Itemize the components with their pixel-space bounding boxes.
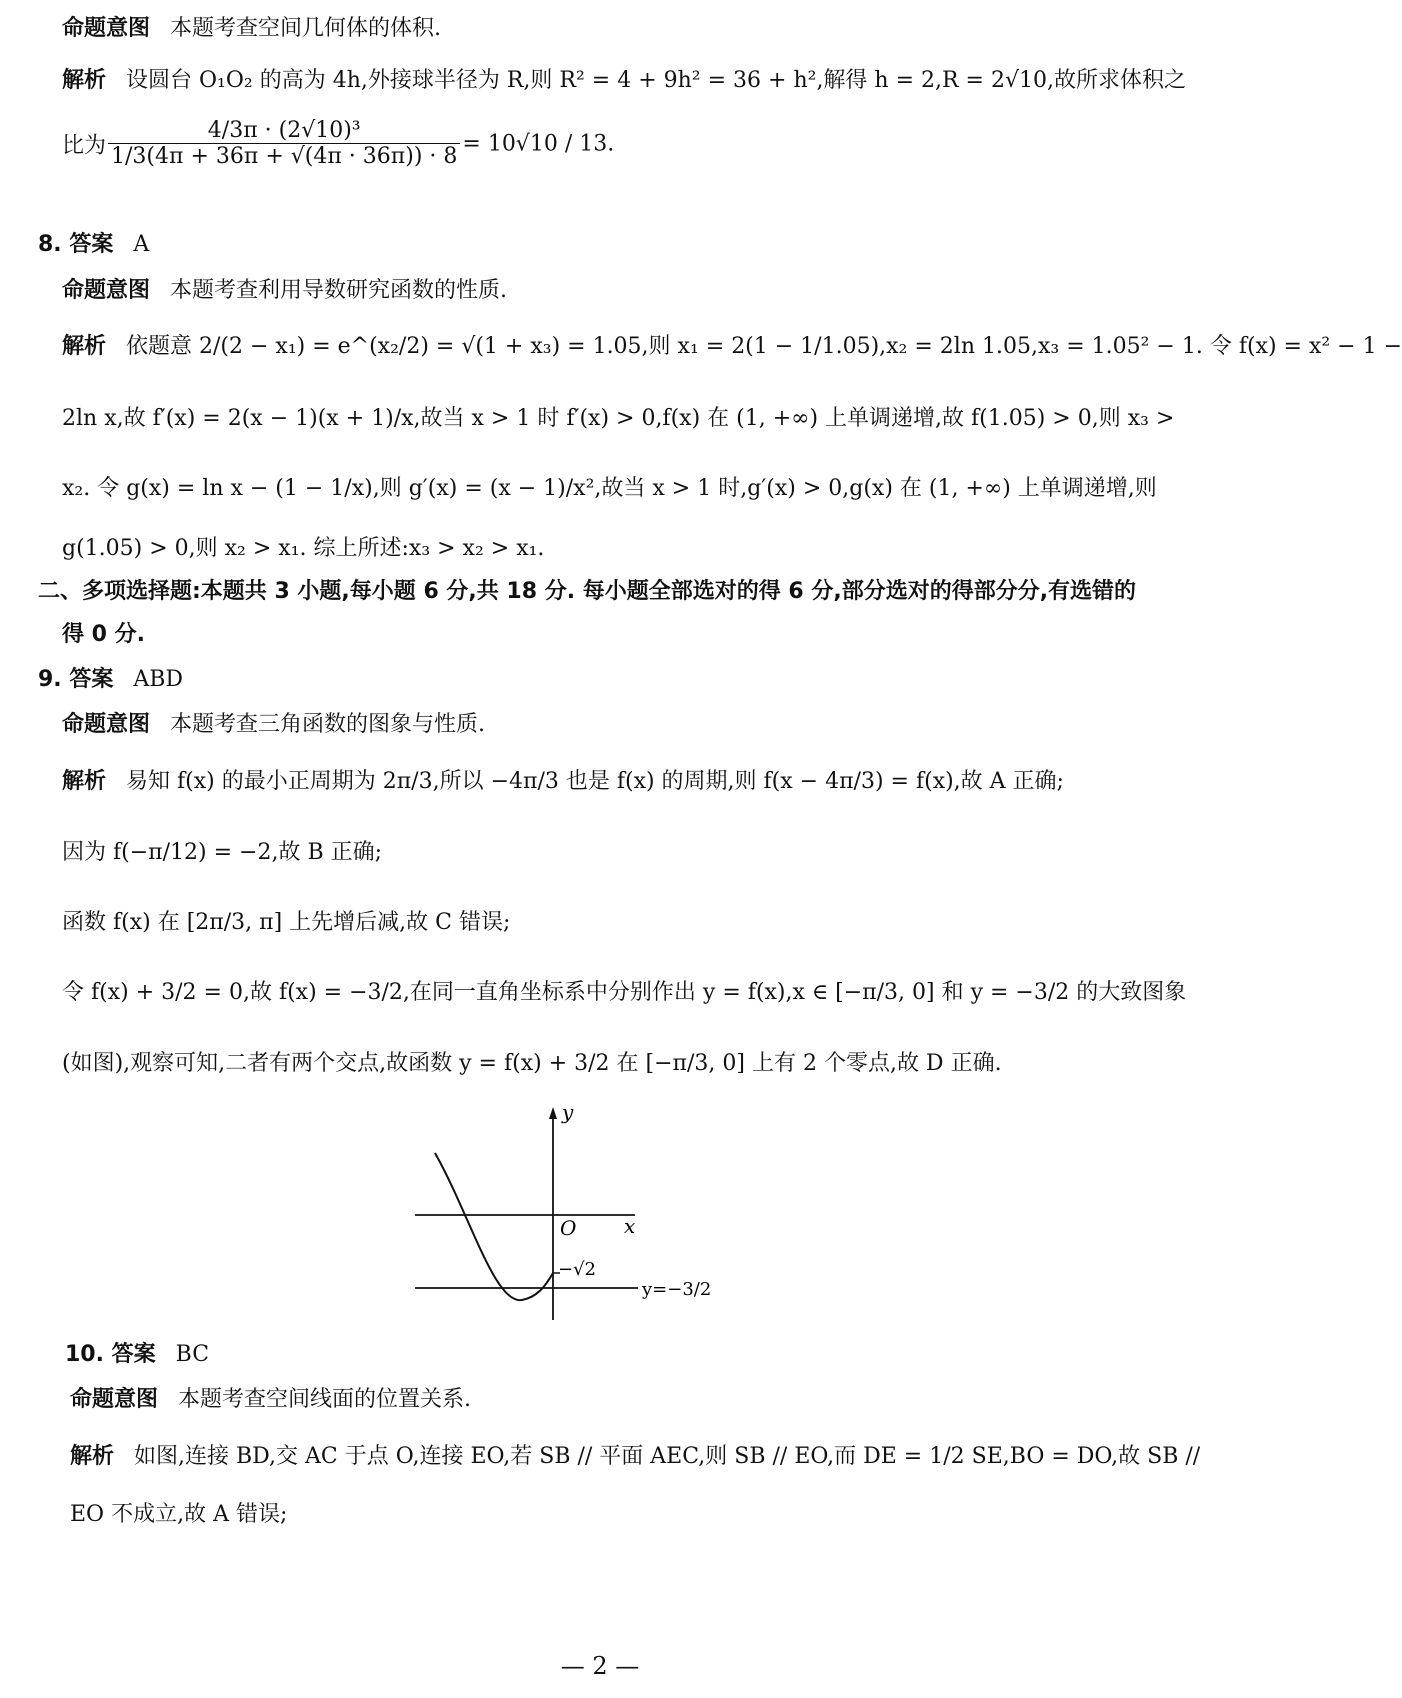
intent-text: 本题考查三角函数的图象与性质. bbox=[170, 712, 486, 737]
analysis-text: 设圆台 O₁O₂ 的高为 4h,外接球半径为 R,则 R² = 4 + 9h² = 36 + h²,解得 h = 2,R = 2√10,故所求体积之 bbox=[126, 68, 1186, 93]
q7-analysis-line1 bbox=[62, 66, 1186, 96]
intent-text: 本题考查利用导数研究函数的性质. bbox=[170, 278, 508, 303]
intent-label: 命题意图 bbox=[62, 278, 151, 303]
ratio-prefix: 比为 bbox=[62, 133, 107, 159]
analysis-label: 解析 bbox=[62, 769, 107, 794]
x-axis-label: x bbox=[624, 1214, 636, 1238]
q10-analysis-line1 bbox=[70, 1442, 1200, 1472]
intent-text: 本题考查空间线面的位置关系. bbox=[178, 1387, 472, 1412]
intercept-label: −√2 bbox=[558, 1259, 597, 1280]
q9-answer bbox=[38, 665, 183, 695]
part2-heading-line1: 二、多项选择题:本题共 3 小题,每小题 6 分,共 18 分. 每小题全部选对的得 6 分,部分选对的得部分分,有选错的 bbox=[38, 579, 1137, 604]
q10-intent bbox=[70, 1385, 471, 1415]
q9-analysis-line1 bbox=[62, 767, 1064, 797]
origin-label: O bbox=[560, 1216, 577, 1240]
q10-analysis-line2: EO 不成立,故 A 错误; bbox=[70, 1502, 288, 1527]
ratio-result: = 10√10 / 13. bbox=[462, 131, 615, 157]
y-axis-label: y bbox=[562, 1100, 574, 1124]
intent-label: 命题意图 bbox=[70, 1387, 159, 1412]
q9-analysis-line4: 令 f(x) + 3/2 = 0,故 f(x) = −3/2,在同一直角坐标系中分别作出 y = f(x),x ∈ [−π/3, 0] 和 y = −3/2 的大致图象 bbox=[62, 980, 1187, 1005]
ratio-numerator: 4/3π · (2√10)³ bbox=[108, 118, 460, 144]
intent-label: 命题意图 bbox=[62, 712, 151, 737]
function-graph bbox=[410, 1100, 712, 1330]
q9-analysis-line2: 因为 f(−π/12) = −2,故 B 正确; bbox=[62, 840, 383, 865]
q9-analysis-line3: 函数 f(x) 在 [2π/3, π] 上先增后减,故 C 错误; bbox=[62, 910, 511, 935]
intent-text: 本题考查空间几何体的体积. bbox=[170, 16, 442, 41]
answer-label: 10. 答案 bbox=[65, 1342, 156, 1367]
line-label: y=−3/2 bbox=[642, 1279, 712, 1300]
ratio-denominator: 1/3(4π + 36π + √(4π · 36π)) · 8 bbox=[111, 144, 458, 170]
ratio-fraction bbox=[108, 118, 460, 170]
answer-label: 9. 答案 bbox=[38, 667, 114, 692]
answer-value: BC bbox=[175, 1342, 210, 1367]
page-number: — 2 — bbox=[560, 1652, 640, 1680]
analysis-text: 依题意 2/(2 − x₁) = e^(x₂/2) = √(1 + x₃) = 1.05,则 x₁ = 2(1 − 1/1.05),x₂ = 2ln 1.05,x₃ = 1.05² − 1. 令 f(x) = x² − 1 − bbox=[126, 334, 1402, 359]
analysis-label: 解析 bbox=[62, 68, 107, 93]
q10-answer bbox=[65, 1340, 209, 1370]
q8-intent bbox=[62, 276, 507, 306]
analysis-label: 解析 bbox=[62, 334, 107, 359]
q8-answer bbox=[38, 230, 149, 260]
answer-value: A bbox=[133, 232, 150, 257]
q7-intent bbox=[62, 14, 441, 44]
analysis-label: 解析 bbox=[70, 1444, 115, 1469]
q8-analysis-line2: 2ln x,故 f′(x) = 2(x − 1)(x + 1)/x,故当 x > 1 时 f′(x) > 0,f(x) 在 (1, +∞) 上单调递增,故 f(1.05) > 0,则 x₃ > bbox=[62, 406, 1175, 431]
y-axis-arrow bbox=[549, 1107, 557, 1119]
q7-volume-ratio bbox=[62, 118, 614, 170]
intent-label: 命题意图 bbox=[62, 16, 151, 41]
answer-value: ABD bbox=[133, 667, 184, 692]
q8-analysis-line3: x₂. 令 g(x) = ln x − (1 − 1/x),则 g′(x) = (x − 1)/x²,故当 x > 1 时,g′(x) > 0,g(x) 在 (1, +∞) 上单调递增,则 bbox=[62, 476, 1157, 501]
function-curve bbox=[435, 1153, 553, 1300]
q8-analysis-line4: g(1.05) > 0,则 x₂ > x₁. 综上所述:x₃ > x₂ > x₁. bbox=[62, 536, 545, 561]
part2-heading-line2: 得 0 分. bbox=[62, 622, 145, 647]
analysis-text: 如图,连接 BD,交 AC 于点 O,连接 EO,若 SB // 平面 AEC,则 SB // EO,而 DE = 1/2 SE,BO = DO,故 SB // bbox=[134, 1444, 1201, 1469]
q9-analysis-line5: (如图),观察可知,二者有两个交点,故函数 y = f(x) + 3/2 在 [−π/3, 0] 上有 2 个零点,故 D 正确. bbox=[62, 1051, 1002, 1076]
analysis-text: 易知 f(x) 的最小正周期为 2π/3,所以 −4π/3 也是 f(x) 的周期,则 f(x − 4π/3) = f(x),故 A 正确; bbox=[126, 769, 1064, 794]
answer-label: 8. 答案 bbox=[38, 232, 114, 257]
q8-analysis-line1 bbox=[62, 332, 1402, 362]
q9-intent bbox=[62, 710, 485, 740]
